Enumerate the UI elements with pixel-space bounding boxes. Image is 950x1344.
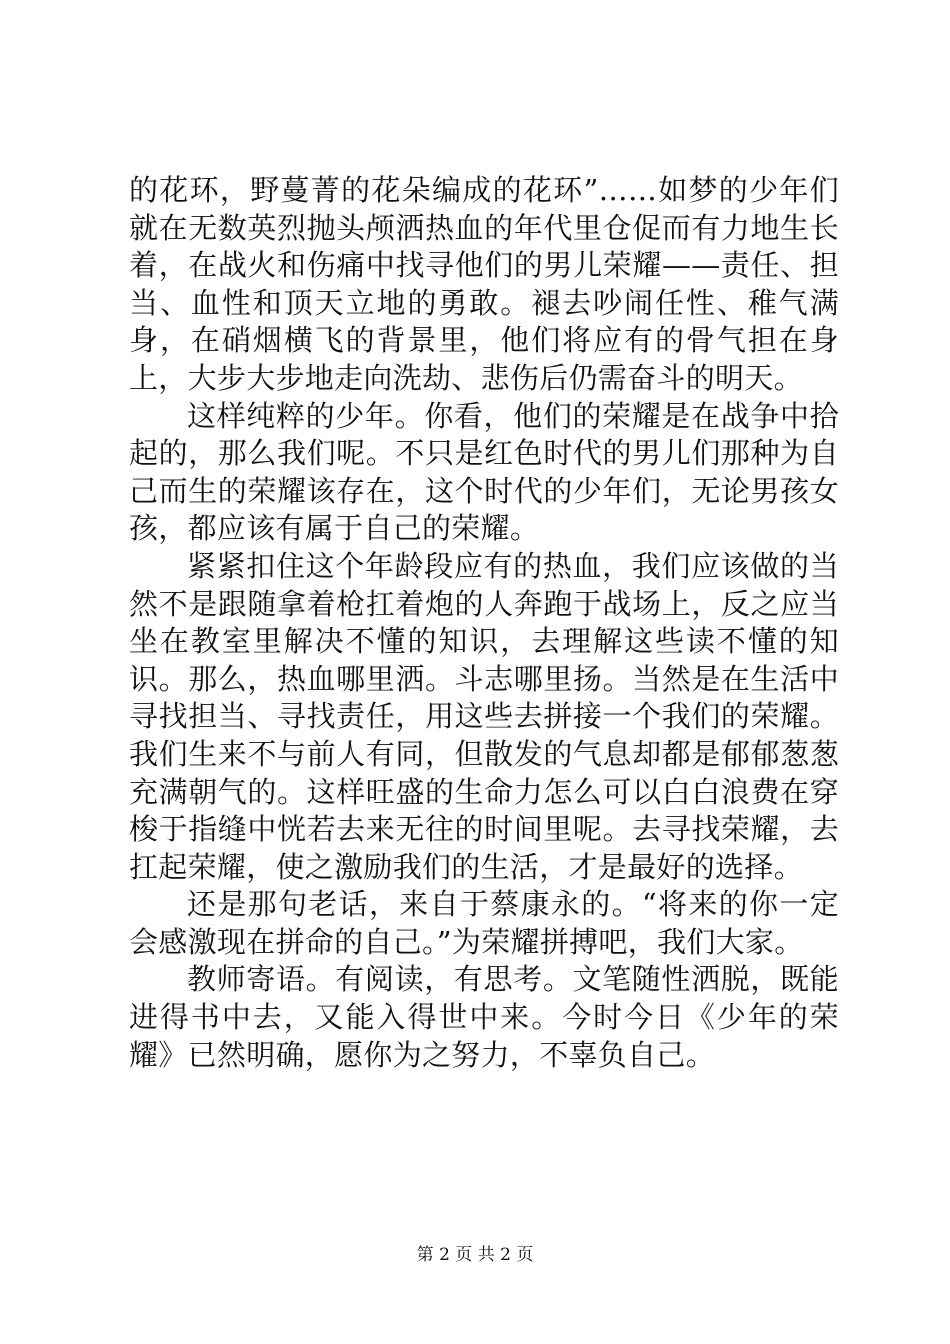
paragraph-4: 还是那句老话，来自于蔡康永的。“将来的你一定会感激现在拼命的自己。”为荣耀拼搏吧，我们大家。 xyxy=(129,887,839,959)
paragraph-2: 这样纯粹的少年。你看，他们的荣耀是在战争中拾起的，那么我们呢。不只是红色时代的男儿们那种为自己而生的荣耀该存在，这个时代的少年们，无论男孩女孩，都应该有属于自己的荣耀。 xyxy=(129,398,839,546)
paragraph-5: 教师寄语。有阅读，有思考。文笔随性洒脱，既能进得书中去，又能入得世中来。今时今日《少年的荣耀》已然明确，愿你为之努力，不辜负自己。 xyxy=(129,962,839,1072)
page-number-footer: 第 2 页 共 2 页 xyxy=(416,1245,534,1265)
paragraph-3: 紧紧扣住这个年龄段应有的热血，我们应该做的当然不是跟随拿着枪扛着炮的人奔跑于战场上，反之应当坐在教室里解决不懂的知识，去理解这些读不懂的知识。那么，热血哪里洒。斗志哪里扬。当然是在生活中寻找担当、寻找责任，用这些去拼接一个我们的荣耀。我们生来不与前人有同，但散发的气息却都是郁郁葱葱充满朝气的。这样旺盛的生命力怎么可以白白浪费在穿梭于指缝中恍若去来无往的时间里呢。去寻找荣耀，去扛起荣耀，使之激励我们的生活，才是最好的选择。 xyxy=(129,548,839,884)
document-body xyxy=(129,172,839,1074)
paragraph-1: 的花环，野蔓菁的花朵编成的花环”……如梦的少年们就在无数英烈抛头颅洒热血的年代里仓促而有力地生长着，在战火和伤痛中找寻他们的男儿荣耀——责任、担当、血性和顶天立地的勇敢。褪去吵闹任性、稚气满身，在硝烟横飞的背景里，他们将应有的骨气担在身上，大步大步地走向洗劫、悲伤后仍需奋斗的明天。 xyxy=(129,173,839,395)
